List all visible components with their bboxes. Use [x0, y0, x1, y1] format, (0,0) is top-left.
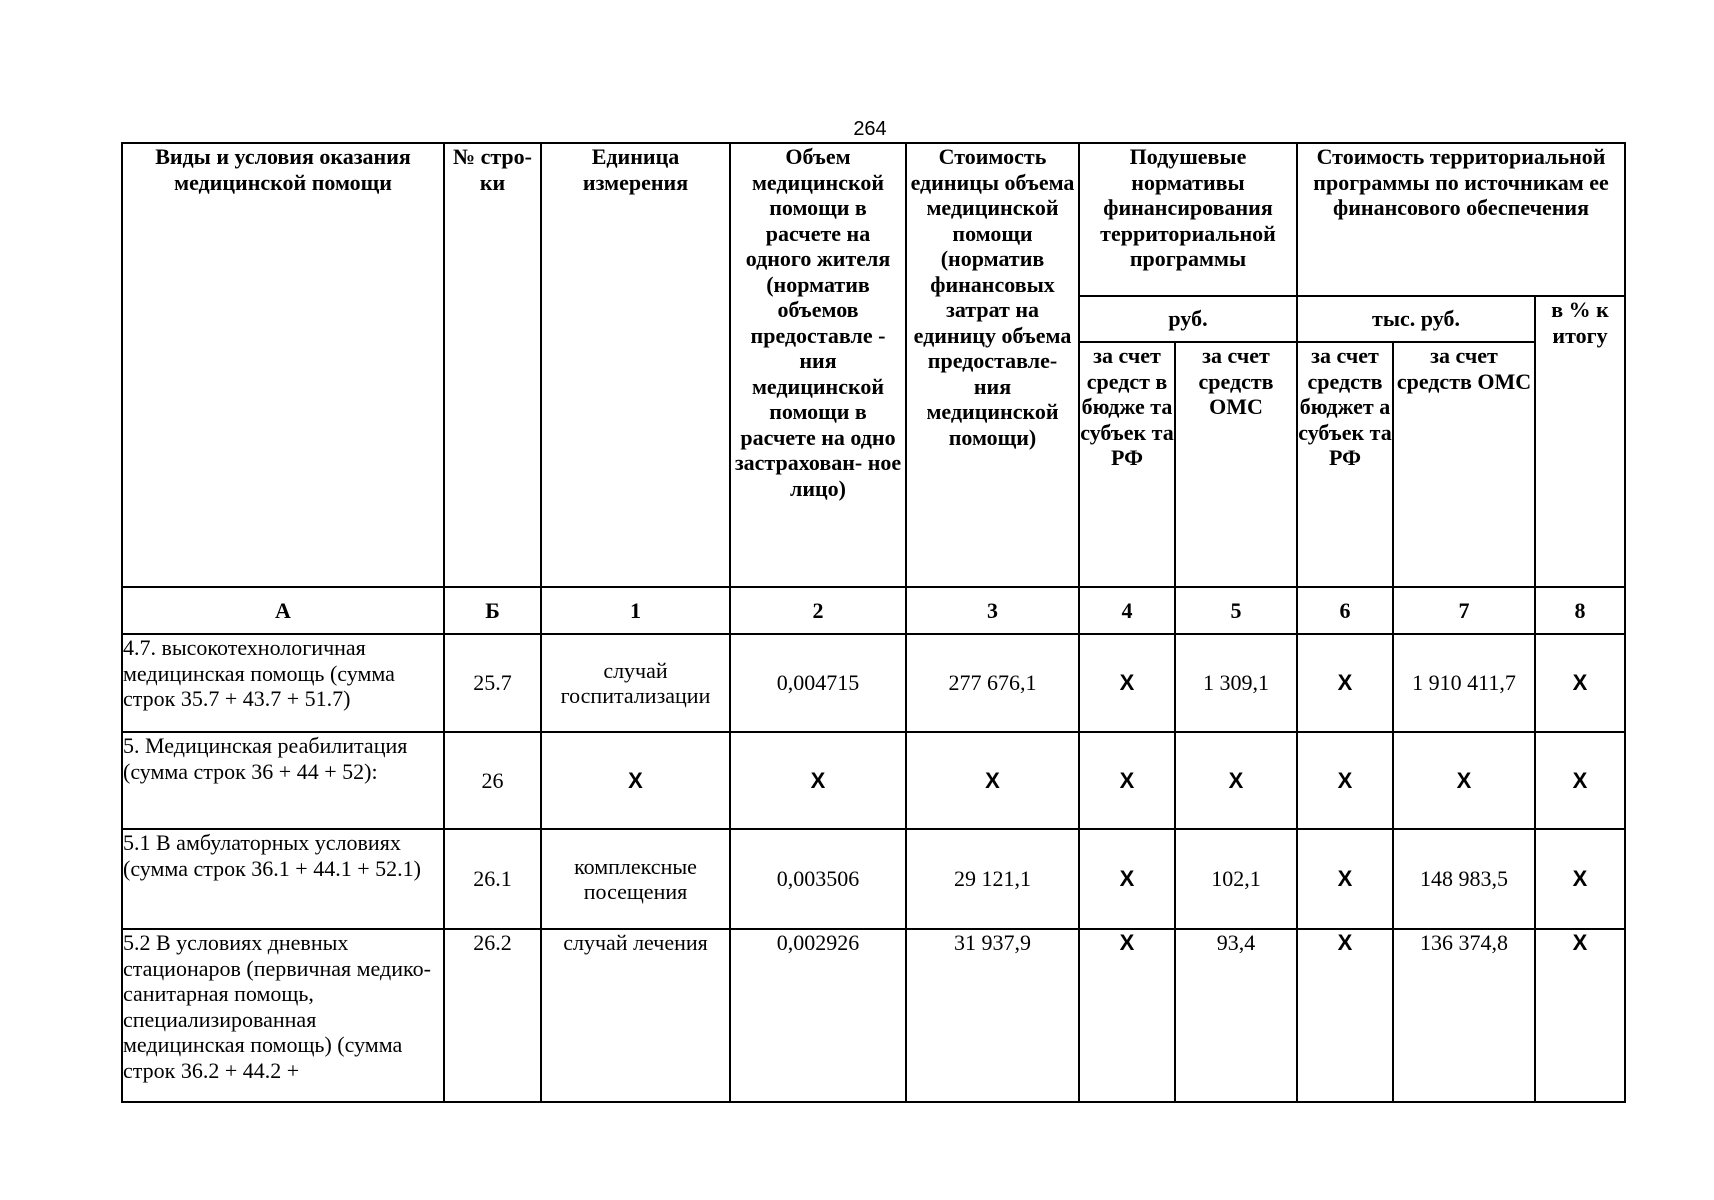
row-regional-budget-thousand: X: [1297, 634, 1393, 732]
row-oms-rub: 102,1: [1175, 829, 1297, 929]
table-row: [122, 634, 1625, 732]
row-oms-rub: 1 309,1: [1175, 634, 1297, 732]
table-row: [122, 829, 1625, 929]
column-index: А: [122, 587, 444, 634]
row-regional-budget-thousand: X: [1297, 929, 1393, 1102]
row-oms-rub: 93,4: [1175, 929, 1297, 1102]
row-regional-budget-rub: X: [1079, 829, 1175, 929]
row-percent-of-total: X: [1535, 829, 1625, 929]
column-index: 6: [1297, 587, 1393, 634]
column-index: 1: [541, 587, 730, 634]
row-percent-of-total: X: [1535, 732, 1625, 829]
row-percent-of-total: X: [1535, 634, 1625, 732]
row-volume: 0,002926: [730, 929, 906, 1102]
table-row: [122, 929, 1625, 1102]
row-unit: случай госпитализации: [541, 634, 730, 732]
row-line-number: 26: [444, 732, 541, 829]
header-percent-of-total: в % к итогу: [1535, 296, 1625, 587]
header-oms-thousand: за счет средств ОМС: [1393, 342, 1535, 587]
row-unit: комплексные посещения: [541, 829, 730, 929]
row-oms-thousand: 148 983,5: [1393, 829, 1535, 929]
row-unit: случай лечения: [541, 929, 730, 1102]
row-regional-budget-rub: X: [1079, 732, 1175, 829]
column-index: Б: [444, 587, 541, 634]
row-line-number: 26.2: [444, 929, 541, 1102]
header-unit-thousand-rub: тыс. руб.: [1297, 296, 1535, 342]
header-volume: Объем медицинской помощи в расчете на одного жителя (норматив объемов предоставле - ния медицинской помощи в расчете на одно застрахован- ное лицо): [730, 143, 906, 587]
row-oms-rub: X: [1175, 732, 1297, 829]
column-index: 5: [1175, 587, 1297, 634]
row-volume: X: [730, 732, 906, 829]
row-name: 5.1 В амбулаторных условиях (сумма строк 36.1 + 44.1 + 52.1): [122, 829, 444, 929]
header-program-cost: Стоимость территориальной программы по источникам ее финансового обеспечения: [1297, 143, 1625, 296]
column-index: 3: [906, 587, 1079, 634]
financing-table: [121, 142, 1626, 1103]
row-volume: 0,004715: [730, 634, 906, 732]
row-oms-thousand: 136 374,8: [1393, 929, 1535, 1102]
table-row: [122, 732, 1625, 829]
header-per-capita-standards: Подушевые нормативы финансирования территориальной программы: [1079, 143, 1297, 296]
column-index: 8: [1535, 587, 1625, 634]
row-name: 5.2 В условиях дневных стационаров (первичная медико-санитарная помощь, специализированная медицинская помощь) (сумма строк 36.2 + 44.2 +: [122, 929, 444, 1102]
row-volume: 0,003506: [730, 829, 906, 929]
row-unit: X: [541, 732, 730, 829]
row-unit-cost: 277 676,1: [906, 634, 1079, 732]
row-line-number: 25.7: [444, 634, 541, 732]
header-regional-budget-thousand: за счет средств бюджет а субъек та РФ: [1297, 342, 1393, 587]
header-kind-of-care: Виды и условия оказания медицинской помощи: [122, 143, 444, 587]
page-number: 264: [853, 118, 887, 140]
row-oms-thousand: X: [1393, 732, 1535, 829]
row-regional-budget-thousand: X: [1297, 732, 1393, 829]
header-unit-rub: руб.: [1079, 296, 1297, 342]
row-percent-of-total: X: [1535, 929, 1625, 1102]
row-name: 5. Медицинская реабилитация (сумма строк 36 + 44 + 52):: [122, 732, 444, 829]
row-regional-budget-thousand: X: [1297, 829, 1393, 929]
row-unit-cost: 29 121,1: [906, 829, 1079, 929]
row-regional-budget-rub: X: [1079, 929, 1175, 1102]
row-unit-cost: X: [906, 732, 1079, 829]
header-oms-rub: за счет средств ОМС: [1175, 342, 1297, 587]
row-name: 4.7. высокотехнологичная медицинская помощь (сумма строк 35.7 + 43.7 + 51.7): [122, 634, 444, 732]
header-regional-budget-rub: за счет средст в бюдже та субъек та РФ: [1079, 342, 1175, 587]
row-unit-cost: 31 937,9: [906, 929, 1079, 1102]
column-index: 7: [1393, 587, 1535, 634]
column-index: 4: [1079, 587, 1175, 634]
header-line-number: № стро-ки: [444, 143, 541, 587]
column-index: 2: [730, 587, 906, 634]
row-line-number: 26.1: [444, 829, 541, 929]
row-oms-thousand: 1 910 411,7: [1393, 634, 1535, 732]
row-regional-budget-rub: X: [1079, 634, 1175, 732]
header-unit-cost: Стоимость единицы объема медицинской помощи (норматив финансовых затрат на единицу объема предоставле- ния медицинской помощи): [906, 143, 1079, 587]
header-unit: Единица измерения: [541, 143, 730, 587]
